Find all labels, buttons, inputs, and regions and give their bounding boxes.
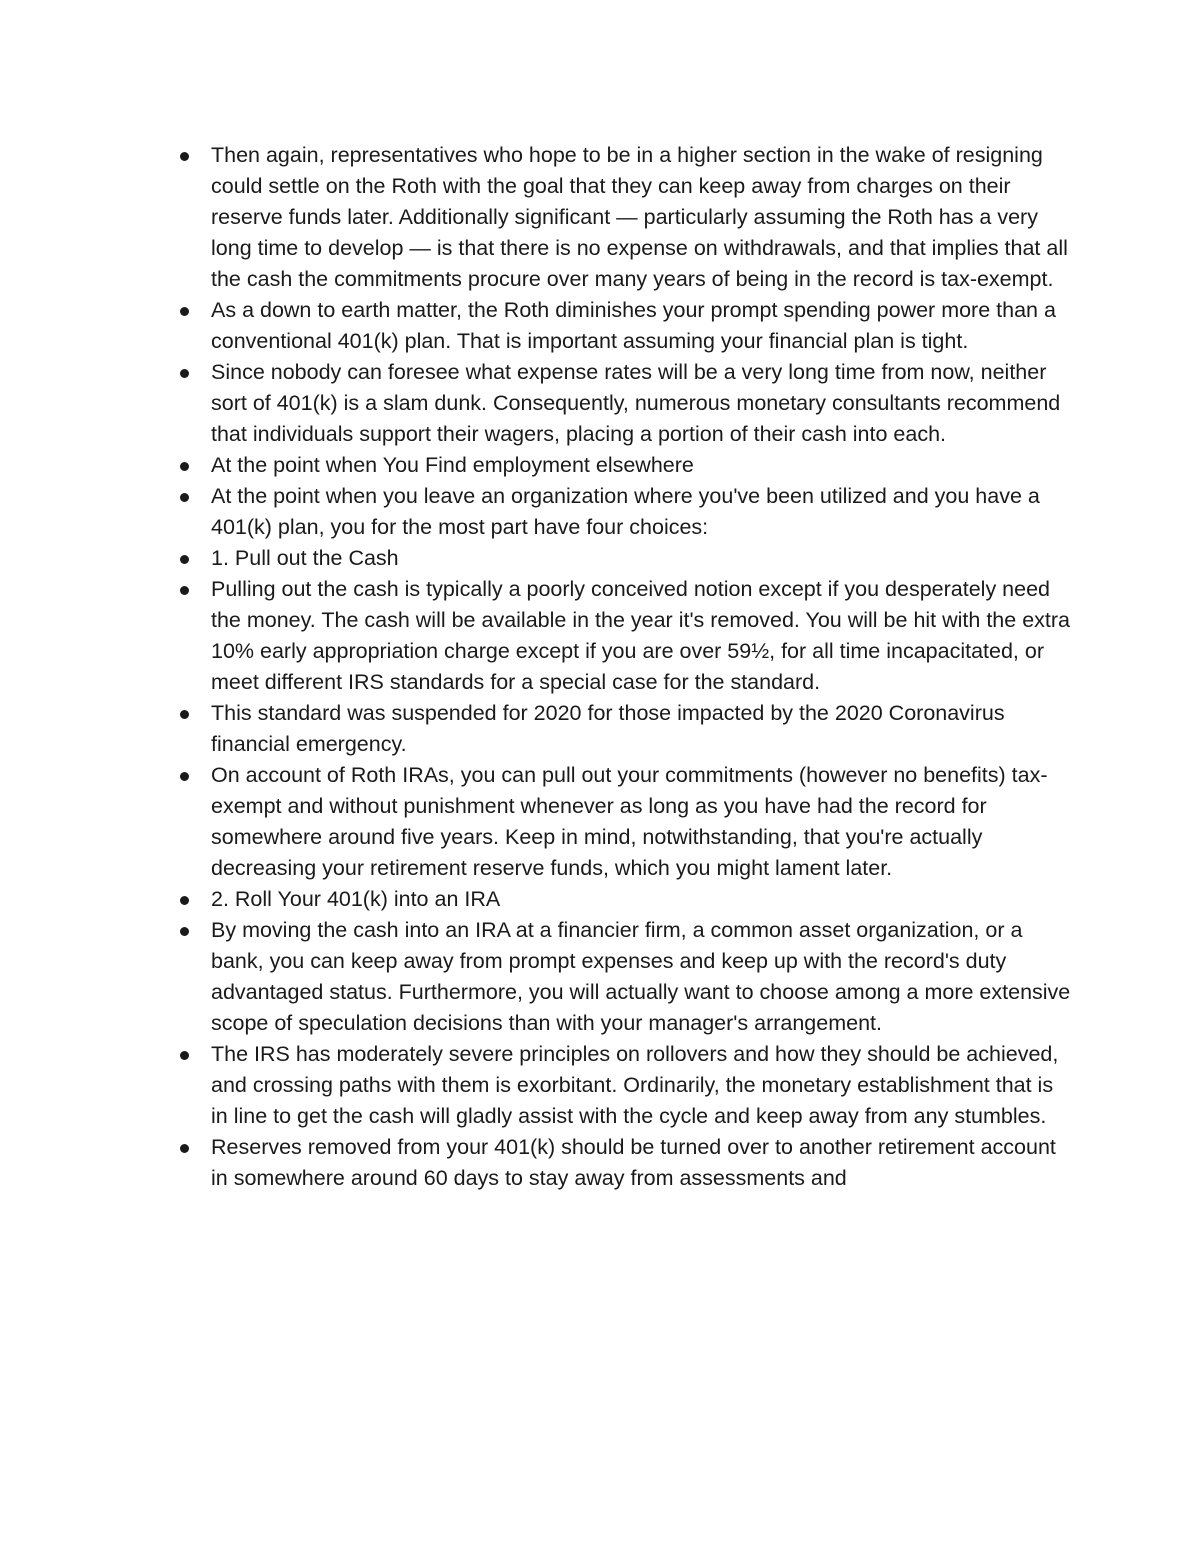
list-item-text: Reserves removed from your 401(k) should be turned over to another retirement account in somewhere around 60 days to stay away from assessments and (211, 1135, 1056, 1190)
bullet-dot-icon (180, 493, 189, 502)
list-item (172, 760, 1072, 884)
bullet-dot-icon (180, 555, 189, 564)
bullet-dot-icon (180, 927, 189, 936)
list-item-text: 2. Roll Your 401(k) into an IRA (211, 887, 501, 911)
list-item-text: As a down to earth matter, the Roth diminishes your prompt spending power more than a conventional 401(k) plan. That is important assuming your financial plan is tight. (211, 298, 1056, 353)
list-item (172, 915, 1072, 1039)
bullet-dot-icon (180, 152, 189, 161)
list-item-text: At the point when You Find employment elsewhere (211, 453, 694, 477)
list-item-text: Pulling out the cash is typically a poorly conceived notion except if you desperately need the money. The cash will be available in the year it's removed. You will be hit with the extra 10% early appropriation charge except if you are over 59½, for all time incapacitated, or meet different IRS standards for a special case for the standard. (211, 577, 1070, 694)
list-item (172, 140, 1072, 295)
list-item-text: This standard was suspended for 2020 for those impacted by the 2020 Coronavirus financial emergency. (211, 701, 1005, 756)
bullet-dot-icon (180, 462, 189, 471)
bullet-dot-icon (180, 1051, 189, 1060)
list-item-text: The IRS has moderately severe principles on rollovers and how they should be achieved, and crossing paths with them is exorbitant. Ordinarily, the monetary establishment that is in line to get the cash will gladly assist with the cycle and keep away from any stumbles. (211, 1042, 1059, 1128)
bullet-dot-icon (180, 1144, 189, 1153)
bullet-dot-icon (180, 896, 189, 905)
bullet-dot-icon (180, 586, 189, 595)
list-item (172, 884, 1072, 915)
list-item-text: Since nobody can foresee what expense rates will be a very long time from now, neither sort of 401(k) is a slam dunk. Consequently, numerous monetary consultants recommend that individuals support their wagers, placing a portion of their cash into each. (211, 360, 1061, 446)
list-item (172, 1039, 1072, 1132)
list-item-text: By moving the cash into an IRA at a financier firm, a common asset organization, or a bank, you can keep away from prompt expenses and keep up with the record's duty advantaged status. Furthermore, you will actually want to choose among a more extensive scope of speculation decisions than with your manager's arrangement. (211, 918, 1071, 1035)
list-item-text: Then again, representatives who hope to be in a higher section in the wake of resigning could settle on the Roth with the goal that they can keep away from charges on their reserve funds later. Additionally significant — particularly assuming the Roth has a very long time to develop — is that there is no expense on withdrawals, and that implies that all the cash the commitments procure over many years of being in the record is tax-exempt. (211, 143, 1068, 291)
list-item-text: 1. Pull out the Cash (211, 546, 399, 570)
bullet-dot-icon (180, 772, 189, 781)
bullet-dot-icon (180, 307, 189, 316)
list-item (172, 1132, 1072, 1194)
list-item-text: At the point when you leave an organization where you've been utilized and you have a 401(k) plan, you for the most part have four choices: (211, 484, 1040, 539)
bullet-dot-icon (180, 710, 189, 719)
list-item (172, 543, 1072, 574)
list-item (172, 481, 1072, 543)
list-item (172, 357, 1072, 450)
list-item (172, 450, 1072, 481)
bullet-list (172, 140, 1072, 1194)
list-item (172, 574, 1072, 698)
list-item (172, 295, 1072, 357)
list-item (172, 698, 1072, 760)
bullet-dot-icon (180, 369, 189, 378)
list-item-text: On account of Roth IRAs, you can pull out your commitments (however no benefits) tax-exempt and without punishment whenever as long as you have had the record for somewhere around five years. Keep in mind, notwithstanding, that you're actually decreasing your retirement reserve funds, which you might lament later. (211, 763, 1048, 880)
